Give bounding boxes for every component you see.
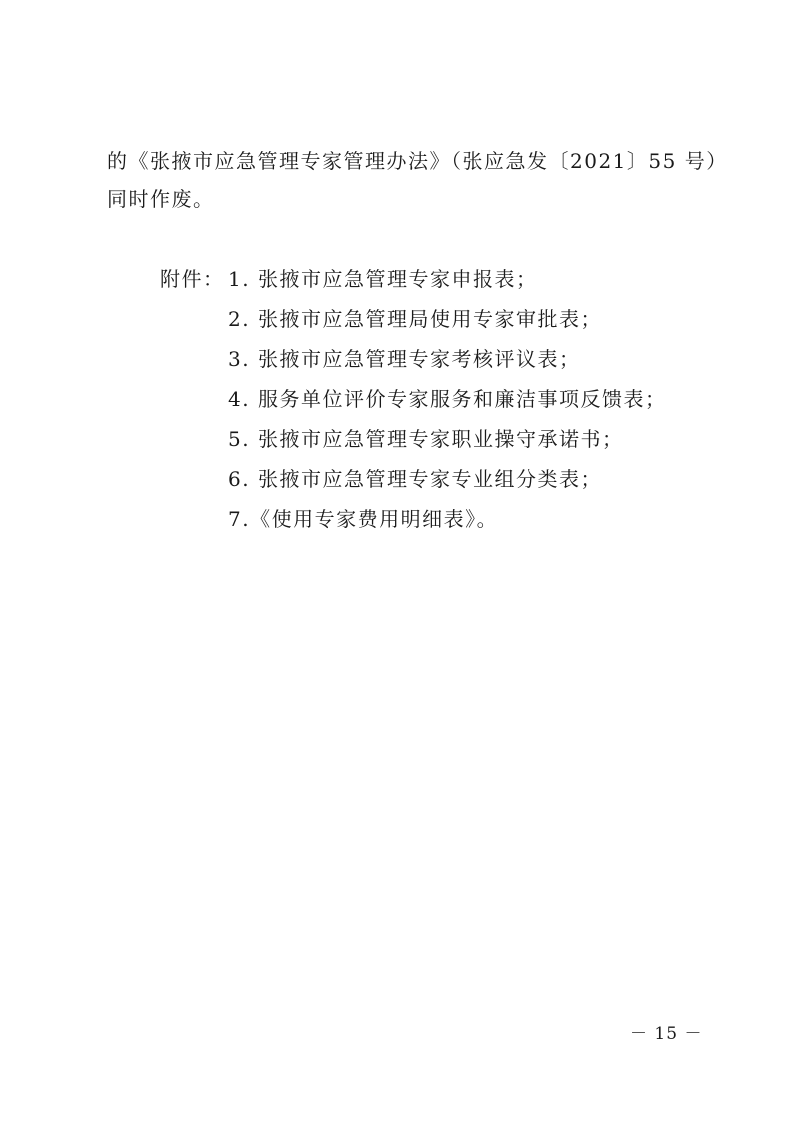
body-paragraph xyxy=(107,142,728,218)
attachment-row-6 xyxy=(160,459,666,499)
attachment-item-2: 2. 张掖市应急管理局使用专家审批表； xyxy=(228,307,602,331)
attachment-item-1: 1. 张掖市应急管理专家申报表； xyxy=(228,267,538,291)
body-line-1: 的《张掖市应急管理专家管理办法》（张应急发〔2021〕55 号） xyxy=(107,149,728,173)
attachment-item-4: 4. 服务单位评价专家服务和廉洁事项反馈表； xyxy=(228,387,667,411)
page-number: － 15 － xyxy=(630,1024,703,1044)
attachment-row-5 xyxy=(160,419,666,459)
attachment-item-5: 5. 张掖市应急管理专家职业操守承诺书； xyxy=(228,427,624,451)
attachments-list xyxy=(160,259,666,539)
attachment-row-3 xyxy=(160,339,666,379)
attachment-row-2 xyxy=(160,299,666,339)
attachment-row-4 xyxy=(160,379,666,419)
attachment-row-1 xyxy=(160,259,666,299)
body-line-2: 同时作废。 xyxy=(107,187,215,211)
attachments-label: 附件： xyxy=(160,267,225,291)
attachment-item-7: 7.《使用专家费用明细表》。 xyxy=(228,507,499,531)
attachment-item-3: 3. 张掖市应急管理专家考核评议表； xyxy=(228,347,581,371)
attachment-item-6: 6. 张掖市应急管理专家专业组分类表； xyxy=(228,467,602,491)
attachment-row-7 xyxy=(160,499,666,539)
